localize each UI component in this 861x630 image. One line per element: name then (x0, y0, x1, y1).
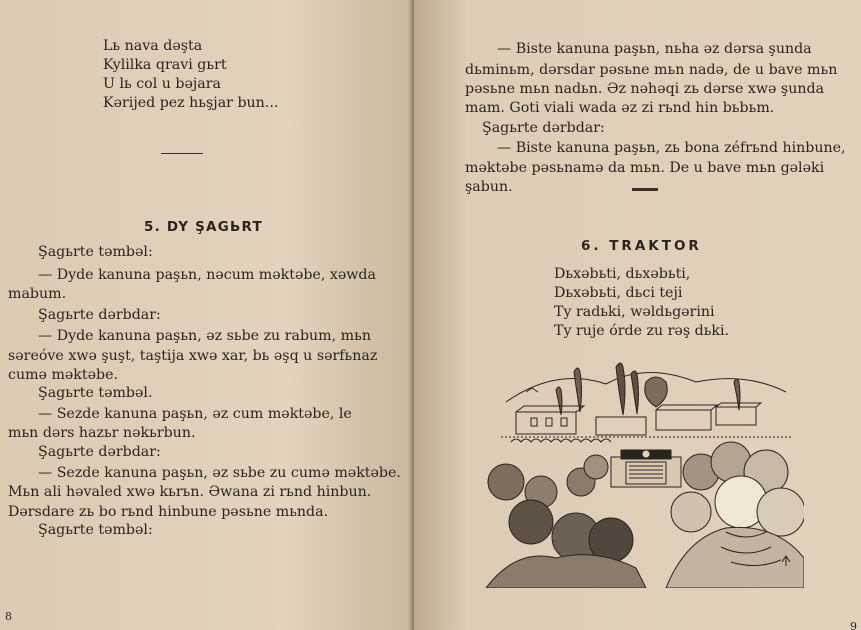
dialogue-line: — Sezde kanuna paşьn, əz cum məktəbe, le (38, 406, 352, 422)
poem-line: Lь nava dəşta (103, 38, 203, 54)
dialogue-line: dьminьm, dərsdar pəsьne mьn nadə, de u bave mьn (465, 62, 838, 78)
dialogue-line: Şagьrte təmbəl: (38, 244, 153, 260)
dialogue-line: — Biste kanuna paşьn, zь bona zéfrьnd hinbune, (497, 140, 846, 156)
page-number: 8 (5, 610, 12, 623)
section-divider (632, 188, 658, 191)
section-title: 6. TRAKTOR (581, 238, 702, 254)
poem-line: Dьxəbьti, dьci teji (554, 285, 683, 301)
dialogue-line: Şagьrte dərbdar: (38, 307, 161, 323)
dialogue-line: pəsьne mьn nadьn. Əz nəhəqi zь dərse xwə şunda (465, 81, 825, 97)
tractor-crowd-illustration (486, 362, 804, 588)
dialogue-line: şabun. (465, 179, 513, 195)
dialogue-line: Mьn ali həvaled xwə kьrьn. Əwana zi rьnd hinbun. (8, 484, 372, 500)
poem-line: Dьxəbьti, dьxəbьti, (554, 266, 691, 282)
dialogue-line: mam. Goti viali wada əz zi rьnd hin bьbьm. (465, 100, 775, 116)
dialogue-line: — Biste kanuna paşьn, nьha əz dərsa şunda (497, 41, 812, 57)
poem-line: Ty ruje órde zu rəş dьki. (554, 323, 730, 339)
dialogue-line: sərеóve xwə şuşt, taştija xwə xar, bь əşq u sərfьnaz (8, 348, 378, 364)
dialogue-line: — Sezde kanuna paşьn, əz sьbe zu cumə məktəbe. (38, 465, 401, 481)
dialogue-line: Dərsdare zь bo rьnd hinbune pəsьne mьnda. (8, 504, 329, 520)
dialogue-line: cumə məktəbe. (8, 367, 118, 383)
section-title: 5. DY ŞAGЬRT (144, 219, 263, 235)
section-divider (161, 153, 203, 154)
dialogue-line: məktəbe pəsьnamə da mьn. De u bave mьn gələki (465, 160, 825, 176)
dialogue-line: Şagьrte təmbəl. (38, 385, 153, 401)
dialogue-line: Şagьrte dərbdar: (38, 444, 161, 460)
dialogue-line: Şagьrte dərbdar: (482, 120, 605, 136)
dialogue-line: mьn dərs hazьr nəkьrbun. (8, 425, 196, 441)
poem-line: Kylilka qravi gьrt (103, 57, 227, 73)
poem-line: Ty radьki, wəldьgərini (554, 304, 715, 320)
poem-line: Kərijed pez hьşjar bun... (103, 95, 279, 111)
dialogue-line: — Dyde kanuna paşьn, əz sьbe zu rabum, mьn (38, 328, 371, 344)
left-page (0, 0, 414, 630)
page-number: 9 (850, 620, 857, 630)
dialogue-line: — Dyde kanuna paşьn, nəcum məktəbe, xəwda (38, 267, 376, 283)
poem-line: U lь col u bəjara (103, 76, 221, 92)
dialogue-line: Şagьrte təmbəl: (38, 522, 153, 538)
dialogue-line: mabum. (8, 286, 67, 302)
